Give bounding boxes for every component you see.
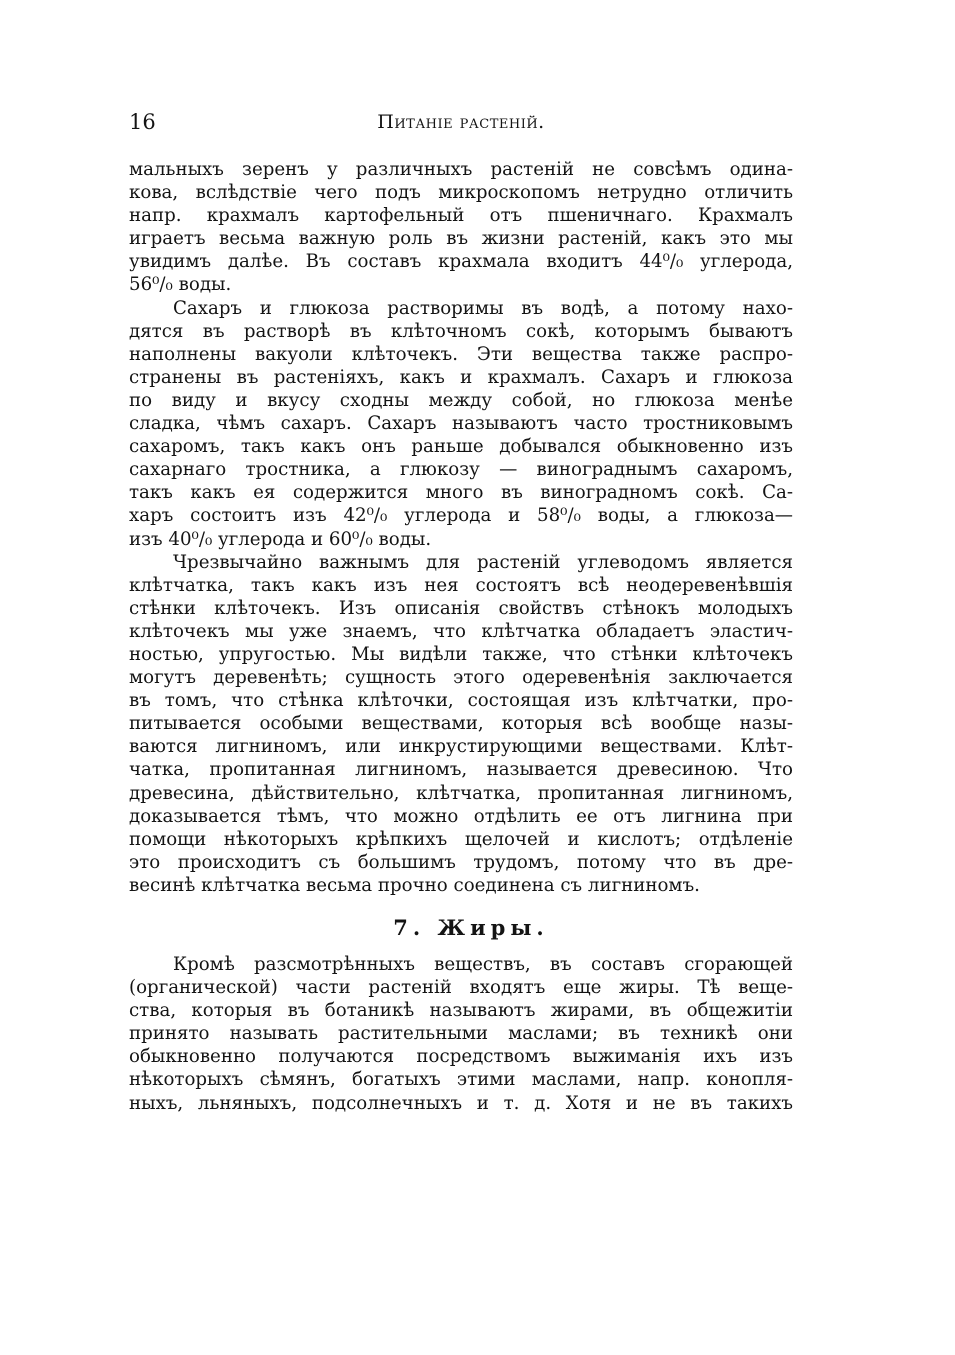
text-line: это происходитъ съ большимъ трудомъ, потому что въ дре-: [129, 851, 793, 873]
text-line: доказывается тѣмъ, что можно отдѣлить ее отъ лигнина при: [129, 805, 793, 827]
text-line: напр. крахмалъ картофельный отъ пшеничнаго. Крахмалъ: [129, 205, 793, 227]
text-line: играетъ весьма важную роль въ жизни растеній, какъ это мы: [129, 228, 793, 250]
text-line: сахарнаго тростника, а глюкозу — винограднымъ сахаромъ,: [129, 459, 793, 481]
text-line: въ томъ, что стѣнка клѣточки, состоящая изъ клѣтчатки, про-: [129, 690, 793, 712]
text-line: весинѣ клѣтчатка весьма прочно соединена съ лигниномъ.: [129, 874, 700, 896]
text-line: питывается особыми веществами, которыя всѣ вообще назы-: [129, 713, 793, 735]
text-line: изъ 40⁰/₀ углерода и 60⁰/₀ воды.: [129, 528, 432, 550]
text-line: помощи нѣкоторыхъ крѣпкихъ щелочей и кислотъ; отдѣленіе: [129, 828, 793, 850]
text-line: принято называть растительными маслами; въ техникѣ они: [129, 1023, 793, 1045]
text-line: харъ состоитъ изъ 42⁰/₀ углерода и 58⁰/₀ воды, а глюкоза—: [129, 505, 793, 527]
text-line: чатка, пропитанная лигниномъ, называется древесиною. Что: [129, 759, 793, 781]
text-line: по виду и вкусу сходны между собой, но глюкоза менѣе: [129, 389, 793, 411]
text-line: дятся въ растворѣ въ клѣточномъ сокѣ, которымъ бываютъ: [129, 320, 793, 342]
text-line: наполнены вакуоли клѣточекъ. Эти вещества также распро-: [129, 343, 793, 365]
text-line: ныхъ, льняныхъ, подсолнечныхъ и т. д. Хотя и не въ такихъ: [129, 1092, 793, 1114]
text-line: ваются лигниномъ, или инкрустирующими веществами. Клѣт-: [129, 736, 793, 758]
section-heading: 7. Жиры.: [393, 915, 549, 940]
text-line: сладка, чѣмъ сахаръ. Сахаръ называютъ часто тростниковымъ: [129, 413, 793, 435]
text-line: (органической) части растеній входятъ еще жиры. Тѣ веще-: [129, 977, 793, 999]
text-line: ства, которыя въ ботаникѣ называютъ жирами, въ общежитіи: [129, 1000, 793, 1022]
text-line: обыкновенно получаются посредствомъ выжиманія ихъ изъ: [129, 1046, 793, 1068]
page-header: [129, 107, 793, 137]
text-line: древесина, дѣйствительно, клѣтчатка, пропитанная лигниномъ,: [129, 782, 793, 804]
text-line: странены въ растеніяхъ, какъ и крахмалъ. Сахаръ и глюкоза: [129, 366, 793, 388]
text-line: мальныхъ зеренъ у различныхъ растеній не совсѣмъ одина-: [129, 159, 793, 180]
text-line: клѣтчатка, такъ какъ изъ нея состоятъ всѣ неодеревенѣвшія: [129, 574, 793, 596]
text-line: 56⁰/₀ воды.: [129, 274, 232, 296]
page-number: 16: [129, 110, 156, 134]
text-line: кова, вслѣдствіе чего подъ микроскопомъ нетрудно отличить: [129, 182, 793, 204]
text-line: сахаромъ, такъ какъ онъ раньше добывался обыкновенно изъ: [129, 436, 793, 458]
text-line: Кромѣ разсмотрѣнныхъ веществъ, въ составъ сгорающей: [173, 954, 793, 975]
text-line: клѣточекъ мы уже знаемъ, что клѣтчатка обладаетъ эластич-: [129, 620, 793, 642]
text-line: ностью, упругостью. Мы видѣли также, что стѣнки клѣточекъ: [129, 643, 793, 665]
text-line: нѣкоторыхъ сѣмянъ, богатыхъ этими маслами, напр. конопля-: [129, 1069, 793, 1091]
text-line: Чрезвычайно важнымъ для растеній углеводомъ является: [173, 551, 793, 573]
text-line: Сахаръ и глюкоза растворимы въ водѣ, а потому нахо-: [173, 297, 793, 319]
body-text: [129, 158, 793, 1115]
text-line: могутъ деревенѣть; сущность этого одеревенѣнія заключается: [129, 667, 793, 689]
running-title: Питаніе растеній.: [377, 111, 545, 133]
text-line: такъ какъ ея содержится много въ виноградномъ сокѣ. Са-: [129, 482, 793, 504]
text-line: стѣнки клѣточекъ. Изъ описанія свойствъ стѣнокъ молодыхъ: [129, 597, 793, 619]
text-line: увидимъ далѣе. Въ составъ крахмала входитъ 44⁰/₀ углерода,: [129, 251, 793, 273]
